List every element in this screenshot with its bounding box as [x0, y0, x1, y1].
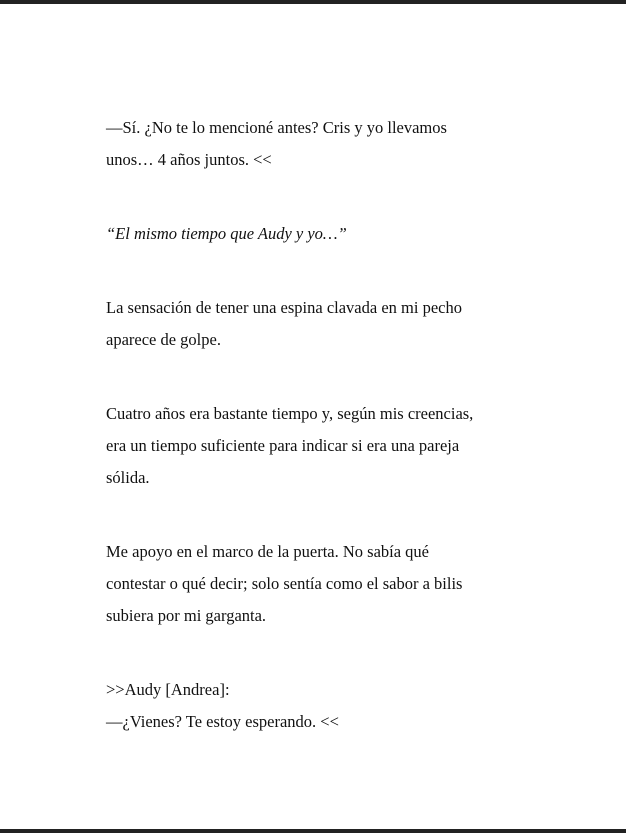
paragraph-inner-thought: “El mismo tiempo que Audy y yo…”: [106, 224, 347, 243]
paragraph-dialogue: —Sí. ¿No te lo mencioné antes? Cris y yo llevamos unos… 4 años juntos. <<: [106, 118, 447, 169]
document-body: [106, 112, 606, 738]
top-border-rule: [0, 0, 626, 4]
paragraph-narration-2: Cuatro años era bastante tiempo y, según mis creencias, era un tiempo suficiente para indicar si era una pareja sólida.: [106, 404, 474, 487]
message-body: —¿Vienes? Te estoy esperando. <<: [106, 712, 339, 731]
message-sender-header: >>Audy [Andrea]:: [106, 680, 230, 699]
paragraph-narration-3: Me apoyo en el marco de la puerta. No sabía qué contestar o qué decir; solo sentía como el sabor a bilis subiera por mi garganta.: [106, 542, 463, 625]
paragraph-narration-1: La sensación de tener una espina clavada en mi pecho aparece de golpe.: [106, 298, 462, 349]
bottom-border-rule: [0, 829, 626, 833]
